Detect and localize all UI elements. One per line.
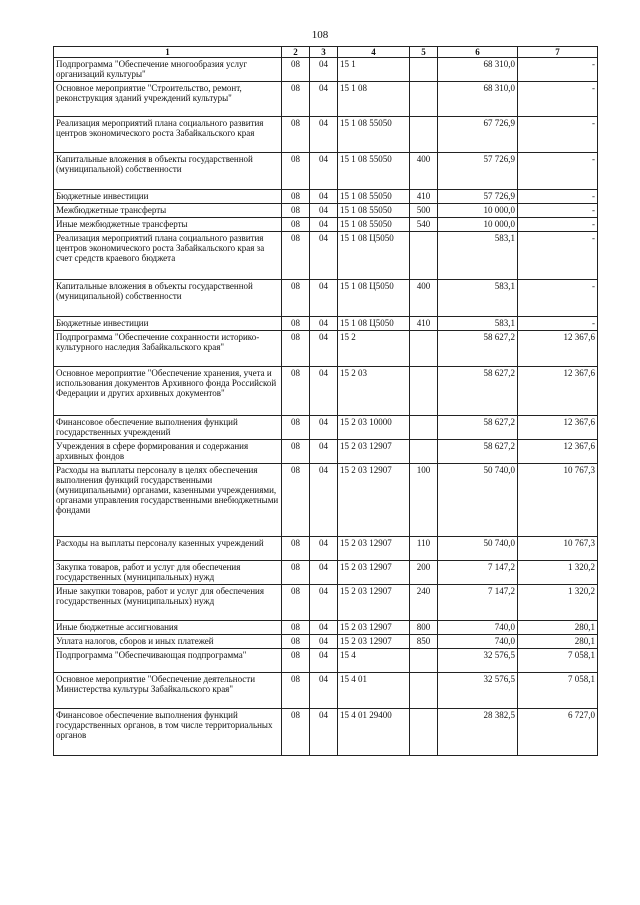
cell-rz: 08 — [282, 537, 310, 561]
cell-pr: 04 — [310, 317, 338, 331]
cell-tsr: 15 2 03 12907 — [338, 561, 410, 585]
table-row — [54, 585, 598, 621]
cell-sum1: 32 576,5 — [438, 673, 518, 709]
cell-vr — [410, 331, 438, 367]
cell-sum1: 50 740,0 — [438, 537, 518, 561]
cell-tsr: 15 1 08 Ц5050 — [338, 232, 410, 280]
cell-sum1: 7 147,2 — [438, 561, 518, 585]
cell-rz: 08 — [282, 218, 310, 232]
cell-pr: 04 — [310, 218, 338, 232]
cell-sum1: 32 576,5 — [438, 649, 518, 673]
cell-sum1: 583,1 — [438, 317, 518, 331]
cell-sum1: 583,1 — [438, 280, 518, 317]
cell-pr: 04 — [310, 58, 338, 82]
table-row — [54, 153, 598, 190]
cell-vr — [410, 416, 438, 440]
cell-sum2: 7 058,1 — [518, 673, 598, 709]
cell-name: Уплата налогов, сборов и иных платежей — [54, 635, 282, 649]
cell-tsr: 15 1 08 55050 — [338, 218, 410, 232]
cell-sum2: 12 367,6 — [518, 416, 598, 440]
cell-pr: 04 — [310, 561, 338, 585]
cell-name: Закупка товаров, работ и услуг для обеспечения государственных (муниципальных) нужд — [54, 561, 282, 585]
table-row — [54, 537, 598, 561]
cell-sum2: - — [518, 153, 598, 190]
cell-vr — [410, 117, 438, 153]
cell-name: Основное мероприятие "Обеспечение хранения, учета и использования документов Архивного фонда Российской Федерации и других архивных документов" — [54, 367, 282, 416]
table-row — [54, 709, 598, 756]
header-row — [54, 47, 598, 58]
cell-pr: 04 — [310, 621, 338, 635]
cell-sum2: - — [518, 117, 598, 153]
cell-sum2: 1 320,2 — [518, 561, 598, 585]
cell-rz: 08 — [282, 280, 310, 317]
cell-rz: 08 — [282, 367, 310, 416]
cell-tsr: 15 1 — [338, 58, 410, 82]
cell-tsr: 15 4 — [338, 649, 410, 673]
column-header: 1 — [54, 47, 282, 58]
cell-pr: 04 — [310, 635, 338, 649]
cell-pr: 04 — [310, 82, 338, 117]
cell-sum1: 67 726,9 — [438, 117, 518, 153]
cell-pr: 04 — [310, 367, 338, 416]
cell-tsr: 15 1 08 — [338, 82, 410, 117]
cell-vr — [410, 232, 438, 280]
table-row — [54, 317, 598, 331]
cell-sum2: - — [518, 218, 598, 232]
cell-sum2: 10 767,3 — [518, 464, 598, 537]
cell-rz: 08 — [282, 440, 310, 464]
cell-vr: 200 — [410, 561, 438, 585]
cell-rz: 08 — [282, 673, 310, 709]
cell-vr — [410, 709, 438, 756]
cell-name: Капитальные вложения в объекты государственной (муниципальной) собственности — [54, 153, 282, 190]
cell-sum2: 12 367,6 — [518, 440, 598, 464]
cell-tsr: 15 2 03 12907 — [338, 635, 410, 649]
cell-vr: 850 — [410, 635, 438, 649]
cell-tsr: 15 4 01 29400 — [338, 709, 410, 756]
cell-rz: 08 — [282, 331, 310, 367]
cell-sum2: 1 320,2 — [518, 585, 598, 621]
table-row — [54, 416, 598, 440]
cell-vr — [410, 58, 438, 82]
cell-name: Межбюджетные трансферты — [54, 204, 282, 218]
cell-name: Финансовое обеспечение выполнения функций государственных органов, в том числе территориальных органов — [54, 709, 282, 756]
cell-vr: 400 — [410, 280, 438, 317]
table-row — [54, 440, 598, 464]
cell-name: Расходы на выплаты персоналу в целях обеспечения выполнения функций государственными (муниципальными) органами, казенными учреждениями, органами управления государственными внебюджетными фондами — [54, 464, 282, 537]
cell-sum1: 50 740,0 — [438, 464, 518, 537]
cell-sum1: 68 310,0 — [438, 58, 518, 82]
table-row — [54, 331, 598, 367]
cell-tsr: 15 2 03 10000 — [338, 416, 410, 440]
cell-sum1: 28 382,5 — [438, 709, 518, 756]
cell-sum1: 58 627,2 — [438, 367, 518, 416]
cell-tsr: 15 1 08 55050 — [338, 190, 410, 204]
cell-name: Подпрограмма "Обеспечивающая подпрограмма" — [54, 649, 282, 673]
cell-rz: 08 — [282, 561, 310, 585]
cell-vr: 800 — [410, 621, 438, 635]
page-number: 108 — [311, 29, 329, 41]
cell-pr: 04 — [310, 673, 338, 709]
cell-pr: 04 — [310, 537, 338, 561]
cell-rz: 08 — [282, 58, 310, 82]
table-row — [54, 190, 598, 204]
cell-vr — [410, 367, 438, 416]
cell-vr: 410 — [410, 190, 438, 204]
cell-vr: 100 — [410, 464, 438, 537]
cell-sum1: 10 000,0 — [438, 218, 518, 232]
table-row — [54, 82, 598, 117]
cell-name: Подпрограмма "Обеспечение многообразия услуг организаций культуры" — [54, 58, 282, 82]
cell-name: Учреждения в сфере формирования и содержания архивных фондов — [54, 440, 282, 464]
cell-pr: 04 — [310, 440, 338, 464]
table-row — [54, 367, 598, 416]
cell-sum2: - — [518, 317, 598, 331]
cell-sum1: 7 147,2 — [438, 585, 518, 621]
cell-name: Иные бюджетные ассигнования — [54, 621, 282, 635]
cell-pr: 04 — [310, 190, 338, 204]
cell-name: Расходы на выплаты персоналу казенных учреждений — [54, 537, 282, 561]
cell-vr: 110 — [410, 537, 438, 561]
cell-sum1: 58 627,2 — [438, 416, 518, 440]
cell-name: Реализация мероприятий плана социального развития центров экономического роста Забайкальского края — [54, 117, 282, 153]
column-header: 7 — [518, 47, 598, 58]
cell-sum2: - — [518, 58, 598, 82]
cell-rz: 08 — [282, 416, 310, 440]
cell-tsr: 15 1 08 Ц5050 — [338, 317, 410, 331]
cell-name: Бюджетные инвестиции — [54, 317, 282, 331]
cell-sum2: 10 767,3 — [518, 537, 598, 561]
cell-pr: 04 — [310, 280, 338, 317]
cell-vr — [410, 649, 438, 673]
table-row — [54, 218, 598, 232]
cell-pr: 04 — [310, 464, 338, 537]
table-row — [54, 561, 598, 585]
cell-name: Финансовое обеспечение выполнения функций государственных учреждений — [54, 416, 282, 440]
column-header: 3 — [310, 47, 338, 58]
cell-tsr: 15 2 03 12907 — [338, 621, 410, 635]
cell-rz: 08 — [282, 190, 310, 204]
cell-pr: 04 — [310, 204, 338, 218]
cell-sum2: 280,1 — [518, 621, 598, 635]
cell-vr: 240 — [410, 585, 438, 621]
cell-tsr: 15 2 03 12907 — [338, 585, 410, 621]
table-row — [54, 649, 598, 673]
column-header: 4 — [338, 47, 410, 58]
cell-name: Подпрограмма "Обеспечение сохранности историко-культурного наследия Забайкальского края" — [54, 331, 282, 367]
cell-pr: 04 — [310, 117, 338, 153]
table-row — [54, 232, 598, 280]
cell-sum1: 583,1 — [438, 232, 518, 280]
cell-tsr: 15 2 03 12907 — [338, 440, 410, 464]
cell-name: Капитальные вложения в объекты государственной (муниципальной) собственности — [54, 280, 282, 317]
cell-sum2: 280,1 — [518, 635, 598, 649]
cell-sum1: 58 627,2 — [438, 440, 518, 464]
cell-vr — [410, 673, 438, 709]
table-row — [54, 621, 598, 635]
column-header: 5 — [410, 47, 438, 58]
cell-vr: 400 — [410, 153, 438, 190]
cell-sum1: 58 627,2 — [438, 331, 518, 367]
cell-name: Иные закупки товаров, работ и услуг для обеспечения государственных (муниципальных) нужд — [54, 585, 282, 621]
table-row — [54, 635, 598, 649]
cell-name: Основное мероприятие "Строительство, ремонт, реконструкция зданий учреждений культуры" — [54, 82, 282, 117]
cell-sum2: 12 367,6 — [518, 331, 598, 367]
table-row — [54, 464, 598, 537]
cell-tsr: 15 2 03 12907 — [338, 537, 410, 561]
column-header: 6 — [438, 47, 518, 58]
cell-name: Иные межбюджетные трансферты — [54, 218, 282, 232]
table-row — [54, 204, 598, 218]
cell-sum2: 12 367,6 — [518, 367, 598, 416]
cell-rz: 08 — [282, 232, 310, 280]
budget-table — [53, 46, 598, 756]
cell-pr: 04 — [310, 709, 338, 756]
cell-rz: 08 — [282, 464, 310, 537]
cell-rz: 08 — [282, 585, 310, 621]
cell-rz: 08 — [282, 204, 310, 218]
cell-rz: 08 — [282, 153, 310, 190]
table-row — [54, 117, 598, 153]
cell-tsr: 15 2 — [338, 331, 410, 367]
cell-tsr: 15 1 08 55050 — [338, 117, 410, 153]
cell-tsr: 15 1 08 55050 — [338, 204, 410, 218]
cell-sum1: 57 726,9 — [438, 190, 518, 204]
cell-vr: 500 — [410, 204, 438, 218]
cell-rz: 08 — [282, 649, 310, 673]
cell-tsr: 15 2 03 12907 — [338, 464, 410, 537]
cell-name: Реализация мероприятий плана социального развития центров экономического роста Забайкальского края за счет средств краевого бюджета — [54, 232, 282, 280]
column-header: 2 — [282, 47, 310, 58]
table-row — [54, 280, 598, 317]
cell-sum2: - — [518, 190, 598, 204]
cell-pr: 04 — [310, 331, 338, 367]
cell-rz: 08 — [282, 82, 310, 117]
cell-sum2: - — [518, 232, 598, 280]
cell-vr — [410, 440, 438, 464]
cell-sum1: 740,0 — [438, 621, 518, 635]
cell-name: Основное мероприятие "Обеспечение деятельности Министерства культуры Забайкальского края" — [54, 673, 282, 709]
cell-sum2: 7 058,1 — [518, 649, 598, 673]
cell-pr: 04 — [310, 649, 338, 673]
cell-sum2: - — [518, 204, 598, 218]
cell-name: Бюджетные инвестиции — [54, 190, 282, 204]
cell-rz: 08 — [282, 317, 310, 331]
cell-rz: 08 — [282, 621, 310, 635]
cell-sum1: 740,0 — [438, 635, 518, 649]
cell-sum2: - — [518, 82, 598, 117]
cell-sum2: 6 727,0 — [518, 709, 598, 756]
cell-pr: 04 — [310, 585, 338, 621]
cell-rz: 08 — [282, 709, 310, 756]
cell-rz: 08 — [282, 117, 310, 153]
cell-sum1: 68 310,0 — [438, 82, 518, 117]
cell-tsr: 15 1 08 Ц5050 — [338, 280, 410, 317]
cell-vr: 540 — [410, 218, 438, 232]
cell-tsr: 15 2 03 — [338, 367, 410, 416]
cell-pr: 04 — [310, 232, 338, 280]
cell-pr: 04 — [310, 416, 338, 440]
cell-tsr: 15 4 01 — [338, 673, 410, 709]
cell-sum2: - — [518, 280, 598, 317]
table-row — [54, 673, 598, 709]
cell-sum1: 57 726,9 — [438, 153, 518, 190]
cell-rz: 08 — [282, 635, 310, 649]
cell-sum1: 10 000,0 — [438, 204, 518, 218]
cell-vr — [410, 82, 438, 117]
cell-pr: 04 — [310, 153, 338, 190]
table-row — [54, 58, 598, 82]
cell-tsr: 15 1 08 55050 — [338, 153, 410, 190]
cell-vr: 410 — [410, 317, 438, 331]
